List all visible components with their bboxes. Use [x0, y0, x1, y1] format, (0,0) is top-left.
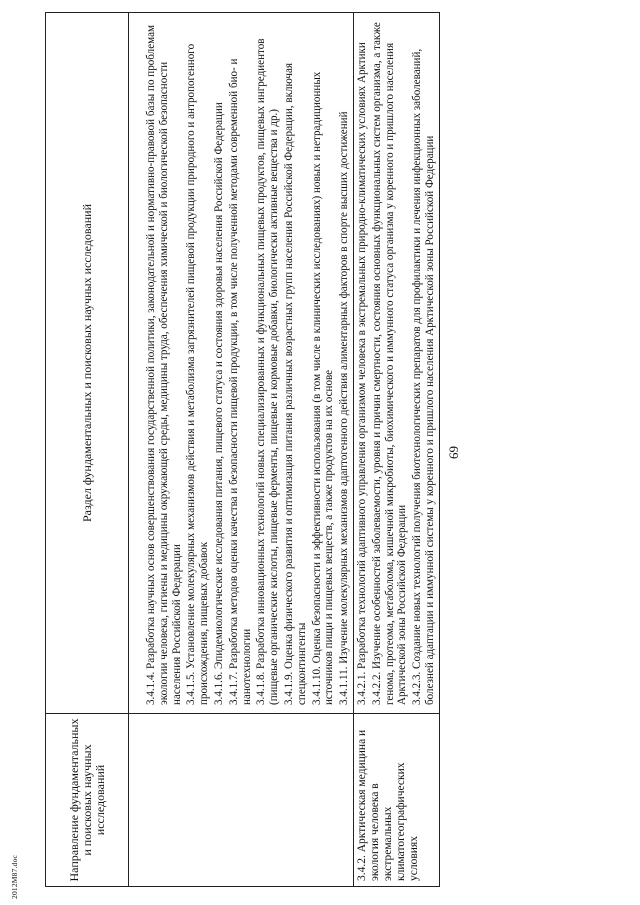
direction-3-4-2: 3.4.2. Арктическая медицина и экология человека в экстремальных климатогеографических условиях: [353, 714, 439, 887]
table-row: 3.4.2.2. Изучение особенностей заболеваемости, уровня и причин смертности, состояния основных функциональных систем организма, а также генома, протеома, метаболома, кишечной микробиоты, биохимического и иммунного статуса организма у коренного и пришлого населения Арктической зоны Российской Федерации: [370, 22, 409, 705]
header-row: [46, 13, 129, 887]
table-row: 3.4.2.3. Создание новых технологий получения биотехнологических препаратов для профилактики и лечения инфекционных заболеваний, болезней адаптации и иммунной системы у коренного и пришлого населения Арктической зоны Российской Федерации: [411, 48, 436, 705]
header-section: Раздел фундаментальных и поисковых научных исследований: [46, 13, 129, 714]
table-row: 3.4.1.4. Разработка научных основ совершенствования государственной политики, законодательной и нормативно-правовой базы по проблемам экологии человека, гигиены и медицины окружающей среды, медицины труда, обеспечения химической и биологической безопасности населения Российской Федерации: [145, 24, 183, 705]
section-3-4-1-row: [129, 13, 354, 887]
direction-cell-empty: [129, 714, 354, 887]
table-row: 3.4.1.10. Оценка безопасности и эффективности использования (в том числе в клинических исследованиях) новых и нетрадиционных источников пищи и пищевых веществ, а также продуктов на их основе: [310, 71, 336, 705]
section-cell-3-4-2: [353, 13, 439, 714]
research-table: [45, 12, 440, 887]
header-direction: Направление фундаментальных и поисковых научных исследований: [46, 714, 129, 887]
table-row: 3.4.1.9. Оценка физического развития и оптимизация питания различных возрастных групп населения Российской Федерации, включая спецконтингенты: [282, 63, 308, 705]
table-row: 3.4.1.8. Разработка инновационных технологий новых специализированных и функциональных пищевых продуктов, пищевых ингредиентов (пищевые органические кислоты, пищевые ферменты, пищевые и кормовые добавки, биологически активные вещества и др.): [255, 38, 281, 705]
section-3-4-2-row: [353, 13, 439, 887]
table-row: 3.4.1.6. Эпидемиологические исследования питания, пищевого статуса и состояния здоровья населения Российской Федерации: [212, 102, 225, 705]
section-cell-3-4-1: [129, 13, 354, 714]
table-row: 3.4.1.7. Разработка методов оценки качества и безопасности пищевой продукции, в том числе полученной методами современной био- и нанотехнологии: [227, 58, 253, 705]
page-number: 69: [446, 446, 461, 459]
table-row: 3.4.2.1. Разработка технологий адаптивного управления организмом человека в экстремальных природно-климатических условиях Арктики: [355, 42, 368, 705]
table-row: 3.4.1.5. Установление молекулярных механизмов действия и метаболизма загрязнителей пищевой продукции природного и антропогенного происхождения, пищевых добавок: [185, 43, 211, 705]
table-row: 3.4.1.11. Изучение молекулярных механизмов адаптогенного действия алиментарных факторов в спорте высших достижений: [338, 111, 351, 705]
document-id: 2012M87.doc: [10, 854, 19, 899]
